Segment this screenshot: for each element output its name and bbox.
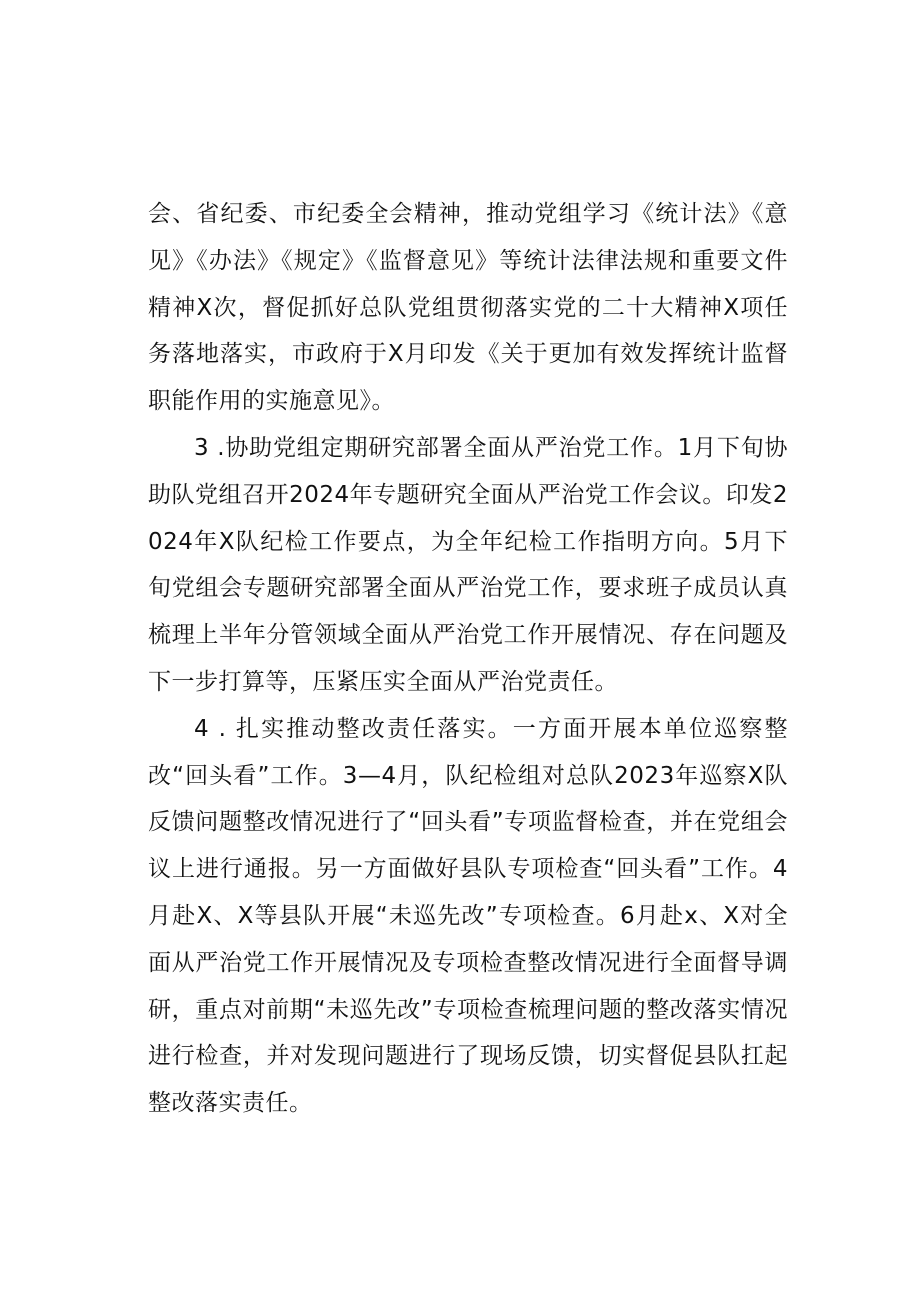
document-body <box>148 191 788 1127</box>
paragraph-item-4: 4 . 扎实推动整改责任落实。一方面开展本单位巡察整改“回头看”工作。3—4月，队纪检组对总队2023年巡察X队反馈问题整改情况进行了“回头看”专项监督检查，并在党组会议上进行通报。另一方面做好县队专项检查“回头看”工作。4月赴X、X等县队开展“未巡先改”专项检查。6月赴x、X对全面从严治党工作开展情况及专项检查整改情况进行全面督导调研，重点对前期“未巡先改”专项检查梳理问题的整改落实情况进行检查，并对发现问题进行了现场反馈，切实督促县队扛起整改落实责任。 <box>148 715 788 1117</box>
paragraph-item-3: 3 .协助党组定期研究部署全面从严治党工作。1月下旬协助队党组召开2024年专题研究全面从严治党工作会议。印发2024年X队纪检工作要点，为全年纪检工作指明方向。5月下旬党组会专题研究部署全面从严治党工作，要求班子成员认真梳理上半年分管领域全面从严治党工作开展情况、存在问题及下一步打算等，压紧压实全面从严治党责任。 <box>148 434 788 695</box>
paragraph-continuation: 会、省纪委、市纪委全会精神，推动党组学习《统计法》《意见》《办法》《规定》《监督意见》等统计法律法规和重要文件精神X次，督促抓好总队党组贯彻落实党的二十大精神X项任务落地落实，市政府于X月印发《关于更加有效发挥统计监督职能作用的实施意见》。 <box>148 201 788 415</box>
